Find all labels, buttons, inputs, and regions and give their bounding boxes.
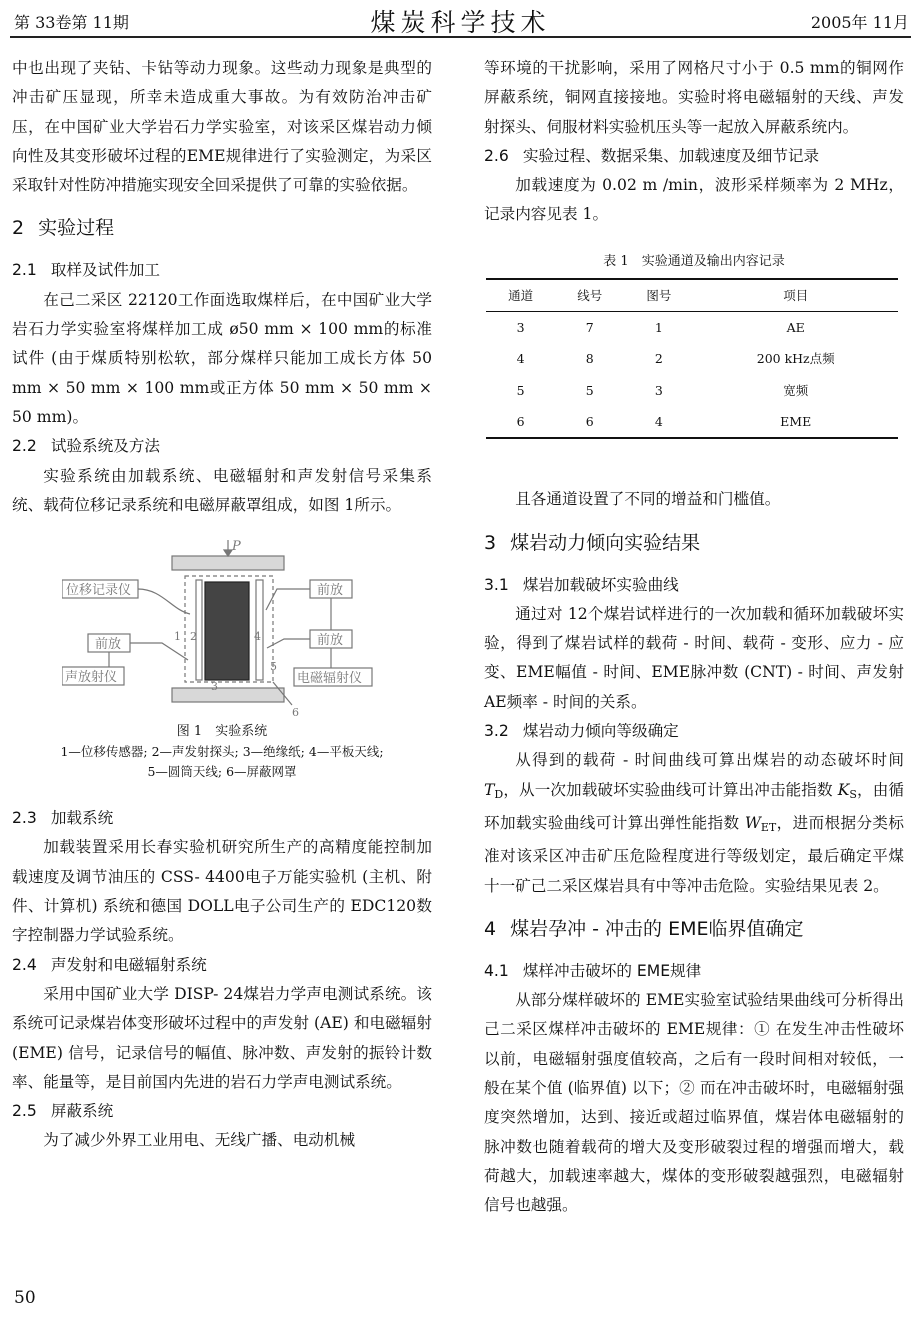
subsection-number: 3.1 <box>484 575 509 594</box>
table-cell: 5 <box>585 382 594 398</box>
section-number: 4 <box>484 917 497 940</box>
column-header-line: 线号 <box>555 279 624 312</box>
label-disp-recorder: 位移记录仪 <box>66 583 132 599</box>
subsection-heading-2-1 <box>12 256 432 285</box>
text-run: ，从一次加载破坏实验曲线可计算出冲击能指数 <box>503 780 838 799</box>
section-heading-3 <box>484 528 904 558</box>
label-n3: 3 <box>211 680 218 694</box>
table-cell: 8 <box>585 351 594 367</box>
figure-1 <box>12 540 432 720</box>
paragraph-2-5-continued: 等环境的干扰影响，采用了网格尺寸小于 0.5 mm的铜网作屏蔽系统，铜网直接接地。实验时将电磁辐射的天线、声发射探头、伺服材料实验机压头等一起放入屏蔽系统内。 <box>484 59 904 136</box>
paragraph-4-1: 从部分煤样破坏的 EME实验室试验结果曲线可分析得出己二采区煤样冲击破坏的 EME规律：① 在发生冲击性破坏以前，电磁辐射强度值较高，之后有一段时间相对较低，一般在某个值 (临界值) 以下；② 而在冲击破坏时，电磁辐射强度突然增加，达到、接近或超过临界值，煤岩体电磁辐射的脉冲数也随着载荷的增大及变形破裂过程的增强而增大，载荷越大，加载速率越大，煤体的变形破裂越强烈，电磁辐射信号也越强。 <box>484 991 904 1215</box>
label-n6: 6 <box>292 706 299 720</box>
issue-date: 2005年 11月 <box>810 13 909 32</box>
symbol-k: K <box>837 780 850 799</box>
label-n5: 5 <box>270 660 277 674</box>
text-run: 从得到的载荷 - 时间曲线可算出煤岩的动态破坏时间 <box>515 751 904 770</box>
symbol-t-subscript: D <box>494 787 504 801</box>
top-platen <box>172 556 284 570</box>
section-heading-2 <box>12 213 432 243</box>
paragraph-2-1: 在己二采区 22120工作面选取煤样后，在中国矿业大学岩石力学实验室将煤样加工成 ø50 mm × 100 mm的标准试件 (由于煤质特别松软，部分煤样只能加工成长方体 50 mm × 50 mm × 100 mm或正方体 50 mm × 50 mm × 50 mm)。 <box>12 290 432 426</box>
table-cell: 2 <box>654 351 663 367</box>
subsection-number: 2.1 <box>12 261 37 280</box>
column-header-channel: 通道 <box>486 279 555 312</box>
table-cell: EME <box>693 406 898 438</box>
table-cell: 3 <box>516 320 525 336</box>
column-header-item: 项目 <box>693 279 898 312</box>
journal-issue: 第 33卷第 11期 <box>14 13 129 32</box>
symbol-t: T <box>484 780 495 799</box>
table-row <box>486 375 898 406</box>
table-cell: 6 <box>555 406 624 438</box>
table-1-caption: 表 1 实验通道及输出内容记录 <box>603 253 785 269</box>
label-preamp-1: 前放 <box>95 637 122 653</box>
label-preamp-3: 前放 <box>317 633 344 649</box>
paragraph-after-table: 且各通道设置了不同的增益和门槛值。 <box>515 490 781 509</box>
table-cell: 7 <box>585 320 594 336</box>
subsection-heading-2-2 <box>12 432 432 461</box>
table-cell: 4 <box>624 406 693 438</box>
table-1 <box>486 278 898 439</box>
subsection-number: 3.2 <box>484 722 509 741</box>
subsection-heading-2-6 <box>484 142 904 171</box>
experiment-system-diagram <box>62 540 392 720</box>
paragraph-2-3: 加载装置采用长春实验机研究所生产的高精度能控制加载速度及调节油压的 CSS- 4400电子万能实验机 (主机、附件、计算机) 系统和德国 DOLL电子公司生产的 EDC120数字控制器力学试验系统。 <box>12 838 432 945</box>
paragraph-2-5-start: 为了减少外界工业用电、无线广播、电动机械 <box>43 1131 356 1150</box>
table-cell: 3 <box>654 382 663 398</box>
subsection-heading-2-4 <box>12 951 432 980</box>
table-header-row <box>486 279 898 312</box>
table-cell: 宽频 <box>783 382 809 398</box>
symbol-w: W <box>744 813 761 832</box>
table-cell: 5 <box>516 382 525 398</box>
subsection-heading-2-5 <box>12 1097 432 1126</box>
section-title: 煤岩孕冲 - 冲击的 EME临界值确定 <box>510 917 804 940</box>
subsection-number: 4.1 <box>484 961 509 980</box>
page-number: 50 <box>14 1288 36 1308</box>
table-row <box>486 343 898 374</box>
paragraph-intro: 中也出现了夹钻、卡钻等动力现象。这些动力现象是典型的冲击矿压显现，所幸未造成重大事故。为有效防治冲击矿压，在中国矿业大学岩石力学实验室，对该采区煤岩动力倾向性及其变形破坏过程的EME规律进行了实验测定，为采区采取针对性防冲措施实现安全回采提供了可靠的实验依据。 <box>12 59 432 195</box>
section-title: 实验过程 <box>38 217 115 240</box>
label-n2: 2 <box>190 630 197 644</box>
table-cell: 200 kHz点频 <box>756 351 835 367</box>
text-run: ，由循环加载实验曲线可计算出弹性能指数 <box>484 780 904 832</box>
table-cell: 6 <box>486 406 555 438</box>
section-number: 3 <box>484 531 497 554</box>
table-cell: 4 <box>516 351 525 367</box>
subsection-heading-4-1 <box>484 957 904 986</box>
table-row <box>486 406 898 438</box>
section-number: 2 <box>12 217 25 240</box>
subsection-title: 煤样冲击破坏的 EME规律 <box>522 961 702 980</box>
section-title: 煤岩动力倾向实验结果 <box>510 531 701 554</box>
column-header-figure: 图号 <box>624 279 693 312</box>
subsection-title: 取样及试件加工 <box>50 261 160 280</box>
figure-1-legend-line-2: 5—圆筒天线; 6—屏蔽网罩 <box>147 764 297 780</box>
subsection-title: 声发射和电磁辐射系统 <box>50 955 207 974</box>
subsection-heading-3-1 <box>484 571 904 600</box>
subsection-title: 试验系统及方法 <box>50 437 160 456</box>
wire-disp <box>138 589 190 614</box>
coal-sample <box>205 582 249 680</box>
table-cell: 1 <box>654 320 663 336</box>
text-run: ，进而根据分类标准对该采区冲击矿压危险程度进行等级划定，最后确定平煤十一矿己二采区煤岩具有中等冲击危险。实验结果见表 2。 <box>484 813 904 895</box>
subsection-title: 实验过程、数据采集、加载速度及细节记录 <box>522 146 820 165</box>
table-cell: AE <box>786 320 805 336</box>
subsection-title: 煤岩加载破坏实验曲线 <box>522 575 679 594</box>
paragraph-3-1: 通过对 12个煤岩试样进行的一次加载和循环加载破坏实验，得到了煤岩试样的载荷 - 时间、载荷 - 变形、应力 - 应变、EME幅值 - 时间、EME脉冲数 (CNT) - 时间、声发射 AE频率 - 时间的关系。 <box>484 604 904 711</box>
section-heading-4 <box>484 914 904 944</box>
subsection-number: 2.5 <box>12 1102 37 1121</box>
paragraph-2-6: 加载速度为 0.02 m /min，波形采样频率为 2 MHz，记录内容见表 1。 <box>484 176 904 224</box>
bottom-platen <box>172 688 284 702</box>
figure-1-legend-line-1: 1—位移传感器; 2—声发射探头; 3—绝缘纸; 4—平板天线; <box>60 744 384 760</box>
subsection-number: 2.6 <box>484 146 509 165</box>
subsection-number: 2.4 <box>12 955 37 974</box>
paragraph-2-4: 采用中国矿业大学 DISP- 24煤岩力学声电测试系统。该系统可记录煤岩体变形破坏过程中的声发射 (AE) 和电磁辐射 (EME) 信号，记录信号的幅值、脉冲数、声发射的振铃计数率、能量等，是目前国内先进的岩石力学声电测试系统。 <box>12 984 432 1091</box>
symbol-w-subscript: ET <box>760 820 777 834</box>
subsection-title: 煤岩动力倾向等级确定 <box>522 722 679 741</box>
journal-title: 煤炭科学技术 <box>370 8 551 37</box>
subsection-number: 2.3 <box>12 809 37 828</box>
subsection-title: 屏蔽系统 <box>50 1102 114 1121</box>
wire-preamp1 <box>130 643 188 660</box>
subsection-heading-3-2 <box>484 717 904 746</box>
label-ae-instrument: 声放射仪 <box>65 670 118 686</box>
table-row <box>486 312 898 344</box>
figure-1-caption: 图 1 实验系统 <box>176 724 268 740</box>
load-arrow-head <box>224 550 232 556</box>
paragraph-3-2 <box>484 746 904 900</box>
right-column <box>484 54 904 1221</box>
left-column <box>12 54 432 1156</box>
label-preamp-2: 前放 <box>317 583 344 599</box>
wire-preamp2 <box>266 589 310 610</box>
symbol-k-subscript: S <box>849 787 857 801</box>
paragraph-2-2: 实验系统由加载系统、电磁辐射和声发射信号采集系统、载荷位移记录系统和电磁屏蔽罩组成，如图 1所示。 <box>12 466 432 514</box>
label-eme-instrument: 电磁辐射仪 <box>297 671 363 687</box>
running-header <box>10 0 911 38</box>
subsection-number: 2.2 <box>12 437 37 456</box>
label-n1: 1 <box>174 630 181 644</box>
subsection-heading-2-3 <box>12 804 432 833</box>
label-n4: 4 <box>254 630 261 644</box>
label-load-p: P <box>232 540 241 555</box>
subsection-title: 加载系统 <box>50 809 114 828</box>
